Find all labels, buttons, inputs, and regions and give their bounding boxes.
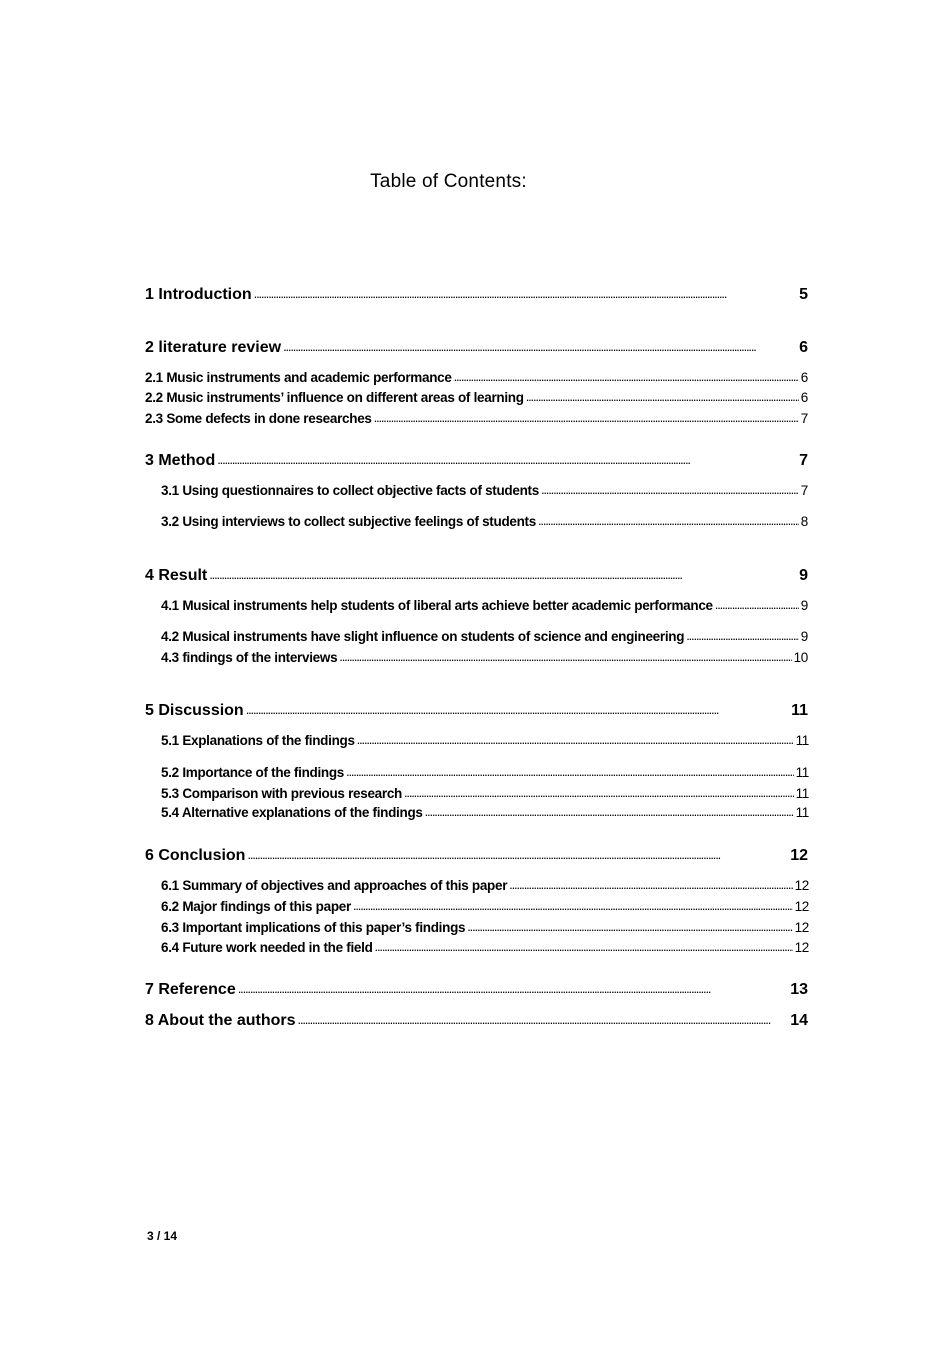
toc-entry-2-2[interactable] xyxy=(145,390,808,405)
toc-entry-4-2[interactable] xyxy=(161,629,808,644)
toc-entry-conclusion[interactable] xyxy=(145,847,808,865)
toc-entry-page: 13 xyxy=(790,981,808,998)
toc-entry-5-2[interactable] xyxy=(161,765,809,780)
toc-entry-page: 9 xyxy=(799,567,808,584)
toc-entry-label: 6.2 Major findings of this paper xyxy=(161,899,351,914)
dot-leader xyxy=(509,877,792,892)
dot-leader xyxy=(298,1011,789,1029)
toc-entry-page: 8 xyxy=(800,514,808,529)
toc-entry-label: 5.1 Explanations of the findings xyxy=(161,733,355,748)
toc-entry-page: 11 xyxy=(791,702,808,719)
toc-entry-discussion[interactable] xyxy=(145,702,808,720)
toc-entry-label: 2.2 Music instruments’ influence on different areas of learning xyxy=(145,390,524,405)
toc-entry-page: 6 xyxy=(800,390,808,405)
dot-leader xyxy=(339,649,791,664)
toc-entry-label: 6.3 Important implications of this paper’s findings xyxy=(161,920,466,935)
toc-entry-page: 12 xyxy=(794,878,809,893)
toc-entry-page: 7 xyxy=(800,411,808,426)
toc-entry-reference[interactable] xyxy=(145,981,808,999)
toc-entry-page: 5 xyxy=(799,286,808,303)
toc-entry-page: 10 xyxy=(793,650,808,665)
toc-entry-page: 11 xyxy=(795,805,809,820)
toc-entry-label: 8 About the authors xyxy=(145,1012,296,1029)
dot-leader xyxy=(425,804,794,819)
dot-leader xyxy=(686,628,799,643)
dot-leader xyxy=(346,764,794,779)
toc-entry-result[interactable] xyxy=(145,567,808,585)
dot-leader xyxy=(715,597,799,612)
toc-entry-label: 6 Conclusion xyxy=(145,847,246,864)
toc-entry-6-4[interactable] xyxy=(161,940,809,955)
toc-entry-page: 12 xyxy=(794,940,809,955)
toc-entry-6-3[interactable] xyxy=(161,920,809,935)
toc-entry-page: 11 xyxy=(795,786,809,801)
dot-leader xyxy=(238,980,788,998)
toc-entry-page: 6 xyxy=(800,370,808,385)
dot-leader xyxy=(283,338,797,356)
toc-entry-2-1[interactable] xyxy=(145,370,808,385)
toc-entry-label: 4.1 Musical instruments help students of liberal arts achieve better academic performance xyxy=(161,598,713,613)
toc-entry-2-3[interactable] xyxy=(145,411,808,426)
toc-entry-label: 3.1 Using questionnaires to collect objective facts of students xyxy=(161,483,539,498)
dot-leader xyxy=(541,482,799,497)
toc-entry-page: 9 xyxy=(800,598,808,613)
toc-entry-3-1[interactable] xyxy=(161,483,808,498)
toc-entry-page: 6 xyxy=(799,339,808,356)
toc-entry-about-authors[interactable] xyxy=(145,1012,808,1030)
dot-leader xyxy=(209,566,797,584)
toc-entry-label: 4.3 findings of the interviews xyxy=(161,650,338,665)
toc-entry-introduction[interactable] xyxy=(145,286,808,304)
toc-entry-page: 12 xyxy=(794,899,809,914)
toc-entry-page: 9 xyxy=(800,629,808,644)
dot-leader xyxy=(217,451,797,469)
toc-entry-label: 5.4 Alternative explanations of the findings xyxy=(161,805,423,820)
toc-entry-5-3[interactable] xyxy=(161,786,809,801)
toc-entry-6-1[interactable] xyxy=(161,878,809,893)
dot-leader xyxy=(247,846,788,864)
toc-entry-4-3[interactable] xyxy=(161,650,808,665)
page-indicator: 3 / 14 xyxy=(147,1229,178,1243)
toc-entry-page: 14 xyxy=(790,1012,808,1029)
toc-entry-3-2[interactable] xyxy=(161,514,808,529)
dot-leader xyxy=(246,701,789,719)
toc-entry-label: 2.1 Music instruments and academic performance xyxy=(145,370,452,385)
toc-entry-label: 4 Result xyxy=(145,567,208,584)
toc-entry-label: 7 Reference xyxy=(145,981,236,998)
toc-entry-label: 2.3 Some defects in done researches xyxy=(145,411,372,426)
dot-leader xyxy=(375,939,793,954)
toc-entry-literature-review[interactable] xyxy=(145,339,808,357)
toc-entry-label: 3 Method xyxy=(145,452,216,469)
toc-entry-label: 2 literature review xyxy=(145,339,282,356)
dot-leader xyxy=(526,389,799,404)
toc-entry-method[interactable] xyxy=(145,452,808,470)
toc-entry-page: 12 xyxy=(790,847,808,864)
toc-entry-page: 12 xyxy=(794,920,809,935)
toc-entry-5-1[interactable] xyxy=(161,733,809,748)
toc-entry-page: 7 xyxy=(799,452,808,469)
dot-leader xyxy=(467,919,792,934)
toc-entry-6-2[interactable] xyxy=(161,899,809,914)
toc-entry-label: 4.2 Musical instruments have slight influence on students of science and engineering xyxy=(161,629,685,644)
toc-entry-5-4[interactable] xyxy=(161,805,809,820)
dot-leader xyxy=(404,785,794,800)
toc-entry-page: 7 xyxy=(800,483,808,498)
toc-entry-label: 5 Discussion xyxy=(145,702,244,719)
toc-entry-page: 11 xyxy=(795,733,809,748)
toc-entry-label: 6.4 Future work needed in the field xyxy=(161,940,373,955)
toc-entry-label: 5.2 Importance of the findings xyxy=(161,765,345,780)
toc-entry-label: 5.3 Comparison with previous research xyxy=(161,786,402,801)
toc-entry-label: 1 Introduction xyxy=(145,286,252,303)
dot-leader xyxy=(538,513,799,528)
toc-entry-page: 11 xyxy=(795,765,809,780)
toc-entry-label: 6.1 Summary of objectives and approaches of this paper xyxy=(161,878,508,893)
dot-leader xyxy=(374,410,799,425)
dot-leader xyxy=(454,369,799,384)
dot-leader xyxy=(357,732,794,747)
page-title: Table of Contents: xyxy=(370,171,527,192)
toc-entry-4-1[interactable] xyxy=(161,598,808,613)
dot-leader xyxy=(353,898,793,913)
dot-leader xyxy=(254,285,797,303)
toc-entry-label: 3.2 Using interviews to collect subjective feelings of students xyxy=(161,514,536,529)
